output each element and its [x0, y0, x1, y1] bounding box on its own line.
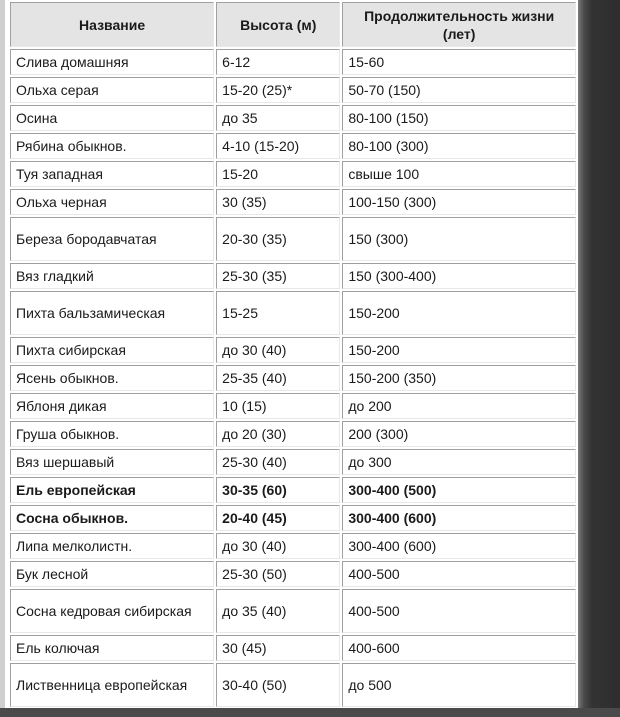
window-bottom-edge [0, 708, 620, 717]
table-row [10, 105, 576, 131]
table-row [10, 49, 576, 75]
cell-name: Слива домашняя [10, 49, 214, 75]
table-row [10, 663, 576, 707]
table-row [10, 393, 576, 419]
table-body [10, 49, 576, 707]
cell-height: 25-30 (50) [216, 561, 340, 587]
cell-lifespan: свыше 100 [342, 161, 576, 187]
tree-lifespan-table [8, 0, 578, 709]
table-row [10, 635, 576, 661]
cell-height: до 35 (40) [216, 589, 340, 633]
cell-name: Бук лесной [10, 561, 214, 587]
table-header-row [10, 2, 576, 47]
cell-name: Лиственница европейская [10, 663, 214, 707]
cell-lifespan: 150-200 (350) [342, 365, 576, 391]
cell-lifespan: до 300 [342, 449, 576, 475]
cell-height: 15-20 (25)* [216, 77, 340, 103]
cell-name: Вяз гладкий [10, 263, 214, 289]
cell-name: Ольха черная [10, 189, 214, 215]
table-row [10, 533, 576, 559]
cell-height: 30-40 (50) [216, 663, 340, 707]
cell-lifespan: 150 (300) [342, 217, 576, 261]
cell-name: Пихта сибирская [10, 337, 214, 363]
cell-height: 30-35 (60) [216, 477, 340, 503]
cell-name: Яблоня дикая [10, 393, 214, 419]
cell-height: 20-30 (35) [216, 217, 340, 261]
table-row [10, 263, 576, 289]
cell-name: Осина [10, 105, 214, 131]
cell-name: Туя западная [10, 161, 214, 187]
table-row [10, 217, 576, 261]
cell-name: Рябина обыкнов. [10, 133, 214, 159]
table-row [10, 189, 576, 215]
cell-lifespan: 400-600 [342, 635, 576, 661]
table-row [10, 477, 576, 503]
table-row [10, 291, 576, 335]
cell-height: 10 (15) [216, 393, 340, 419]
table-row [10, 589, 576, 633]
cell-name: Ясень обыкнов. [10, 365, 214, 391]
cell-name: Ольха серая [10, 77, 214, 103]
cell-height: 4-10 (15-20) [216, 133, 340, 159]
cell-height: 25-30 (40) [216, 449, 340, 475]
header-lifespan: Продолжительность жизни (лет) [342, 2, 576, 47]
window-right-edge [578, 0, 620, 717]
cell-lifespan: 150-200 [342, 291, 576, 335]
header-name: Название [10, 2, 214, 47]
cell-height: до 35 [216, 105, 340, 131]
cell-height: до 30 (40) [216, 533, 340, 559]
cell-height: 25-30 (35) [216, 263, 340, 289]
cell-lifespan: 80-100 (150) [342, 105, 576, 131]
cell-height: 30 (35) [216, 189, 340, 215]
cell-lifespan: 200 (300) [342, 421, 576, 447]
cell-name: Ель европейская [10, 477, 214, 503]
table-row [10, 505, 576, 531]
cell-lifespan: 80-100 (300) [342, 133, 576, 159]
window-left-edge [0, 0, 5, 717]
cell-name: Пихта бальзамическая [10, 291, 214, 335]
cell-name: Груша обыкнов. [10, 421, 214, 447]
cell-name: Сосна кедровая сибирская [10, 589, 214, 633]
cell-lifespan: до 200 [342, 393, 576, 419]
cell-name: Береза бородавчатая [10, 217, 214, 261]
table-row [10, 133, 576, 159]
cell-height: 15-25 [216, 291, 340, 335]
cell-lifespan: 300-400 (500) [342, 477, 576, 503]
cell-lifespan: 15-60 [342, 49, 576, 75]
cell-lifespan: 150 (300-400) [342, 263, 576, 289]
cell-name: Липа мелколистн. [10, 533, 214, 559]
cell-name: Ель колючая [10, 635, 214, 661]
cell-lifespan: 50-70 (150) [342, 77, 576, 103]
cell-height: 30 (45) [216, 635, 340, 661]
cell-height: 6-12 [216, 49, 340, 75]
table-row [10, 337, 576, 363]
table-row [10, 449, 576, 475]
table-row [10, 77, 576, 103]
cell-lifespan: 400-500 [342, 589, 576, 633]
cell-name: Вяз шершавый [10, 449, 214, 475]
cell-height: 15-20 [216, 161, 340, 187]
cell-lifespan: 300-400 (600) [342, 533, 576, 559]
cell-lifespan: до 500 [342, 663, 576, 707]
table-row [10, 561, 576, 587]
cell-lifespan: 300-400 (600) [342, 505, 576, 531]
cell-name: Сосна обыкнов. [10, 505, 214, 531]
cell-lifespan: 100-150 (300) [342, 189, 576, 215]
table-row [10, 161, 576, 187]
cell-height: 25-35 (40) [216, 365, 340, 391]
table-row [10, 365, 576, 391]
cell-lifespan: 400-500 [342, 561, 576, 587]
cell-lifespan: 150-200 [342, 337, 576, 363]
cell-height: 20-40 (45) [216, 505, 340, 531]
header-height: Высота (м) [216, 2, 340, 47]
cell-height: до 20 (30) [216, 421, 340, 447]
table-row [10, 421, 576, 447]
cell-height: до 30 (40) [216, 337, 340, 363]
